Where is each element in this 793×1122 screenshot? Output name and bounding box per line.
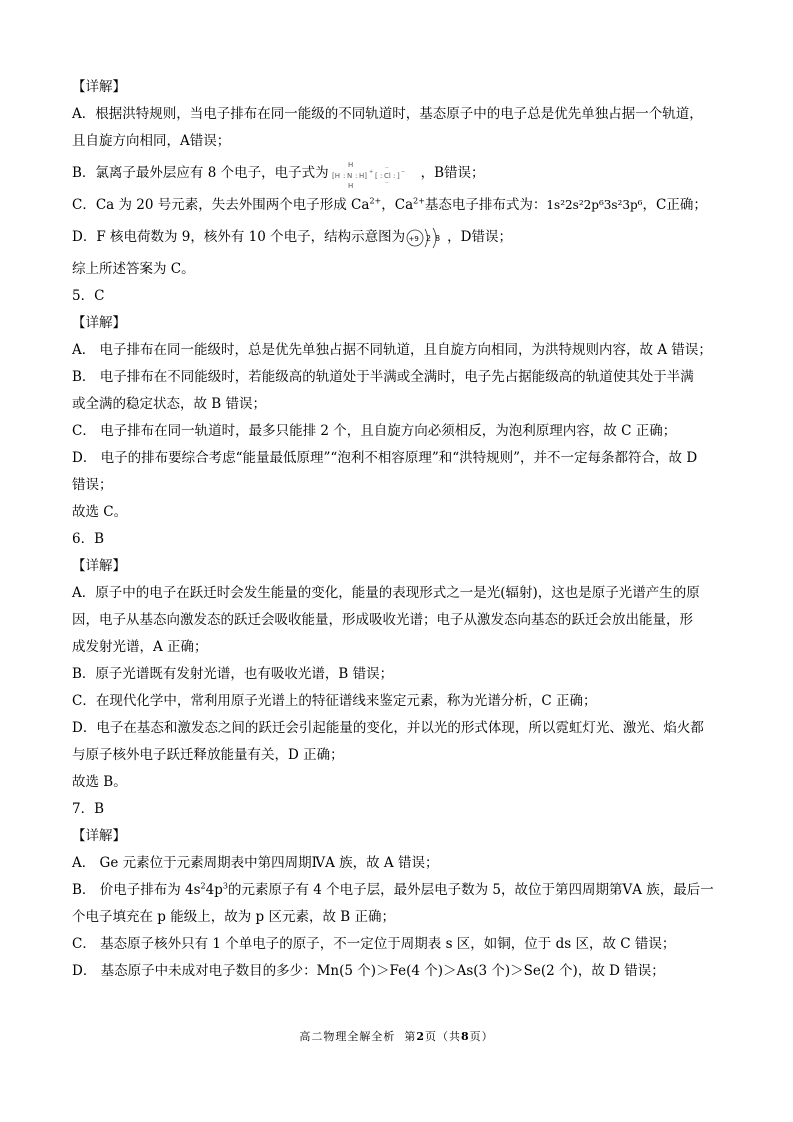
footer-tail: 页） <box>469 1030 494 1043</box>
q7-b-rest: 的元素原子有 4 个电子层，最外层电子数为 5，故位于第四周期第ⅤA 族，最后一 <box>227 882 714 898</box>
svg-text::: : <box>379 171 382 180</box>
svg-text:[H: [H <box>331 171 340 180</box>
q7-option-b-line1 <box>72 877 724 904</box>
svg-text:+: + <box>368 168 373 175</box>
q4-option-c <box>72 192 724 219</box>
q7-option-a: A． Ge 元素位于元素周期表中第四周期ⅣA 族，故 A 错误； <box>72 855 439 871</box>
q6-option-a-line2: 因，电子从基态向激发态的跃迁会吸收能量，形成吸收光谱；电子从激发态向基态的跃迁会放出能量，形 <box>72 612 693 628</box>
q4-option-d <box>72 219 724 256</box>
q4-c-result: ，C正确； <box>642 197 707 213</box>
document-body <box>72 74 724 985</box>
svg-text:8: 8 <box>435 233 441 243</box>
svg-text:−: − <box>400 168 405 175</box>
svg-text:Cl: Cl <box>383 171 391 180</box>
svg-text::: : <box>354 171 357 180</box>
svg-text:··: ·· <box>384 164 389 172</box>
svg-text:2: 2 <box>426 233 432 243</box>
q4-summary: 综上所述答案为 C。 <box>72 261 195 277</box>
atomic-structure-diagram <box>405 226 447 250</box>
q6-heading: 【详解】 <box>72 558 126 574</box>
svg-text:[: [ <box>374 171 378 180</box>
svg-text:]: ] <box>396 171 400 180</box>
footer-title: 高二物理全解全析 <box>299 1030 396 1043</box>
q6-option-c: C．在现代化学中，常利用原子光谱上的特征谱线来鉴定元素，称为光谱分析，C 正确； <box>72 693 597 709</box>
q4-b-text: B．氯离子最外层应有 8 个电子，电子式为 <box>72 165 329 181</box>
q6-conclusion: 故选 B。 <box>72 774 127 790</box>
svg-text:H]: H] <box>358 171 367 180</box>
svg-text:H: H <box>347 160 353 169</box>
svg-text::: : <box>342 171 345 180</box>
q4-option-a-line1: A．根据洪特规则，当电子排布在同一能级的不同轨道时，基态原子中的电子总是优先单独占据一个轨道， <box>72 106 703 122</box>
electron-config: 1s²2s²2p⁶3s²3p⁶ <box>546 198 643 212</box>
q5-option-c: C． 电子排布在同一轨道时，最多只能排 2 个，且自旋方向必须相反，为泡利原理内容，故 C 正确； <box>72 423 677 439</box>
q6-option-b: B．原子光谱既有发射光谱，也有吸收光谱，B 错误； <box>72 666 394 682</box>
q5-option-d-line1: D． 电子的排布要综合考虑“能量最低原理”“泡利不相容原理”和“洪特规则”，并不一定每条都符合，故 D <box>72 450 698 466</box>
q7-b-text: B． 价电子排布为 4s <box>72 882 201 898</box>
q6-option-d-line1: D．电子在基态和激发态之间的跃迁会引起能量的变化，并以光的形式体现，所以霓虹灯光、激光、焰火都 <box>72 720 704 736</box>
q6-option-d-line2: 与原子核外电子跃迁释放能量有关，D 正确； <box>72 747 344 763</box>
q6-number: 6．B <box>72 531 105 547</box>
svg-text::: : <box>392 171 395 180</box>
q7-option-c: C． 基态原子核外只有 1 个单电子的原子，不一定位于周期表 s 区，如铜，位于 ds 区，故 C 错误； <box>72 936 676 952</box>
q4-heading: 【详解】 <box>72 79 126 95</box>
svg-text:+9: +9 <box>408 234 419 243</box>
svg-text:N: N <box>346 171 352 180</box>
q4-option-b <box>72 155 724 192</box>
q5-conclusion: 故选 C。 <box>72 504 128 520</box>
electron-count-sup: 2 <box>200 881 206 891</box>
electron-count-sup: 3 <box>222 881 228 891</box>
q5-option-b-line1: B． 电子排布在不同能级时，若能级高的轨道处于半满或全满时，电子先占据能级高的轨道使其处于半满 <box>72 369 694 385</box>
q5-heading: 【详解】 <box>72 315 126 331</box>
q5-option-d-line2: 错误； <box>72 477 113 493</box>
footer-total-pages: 8 <box>461 1030 470 1043</box>
electron-formula-figure <box>329 159 421 189</box>
q4-d-text: D．F 核电荷数为 9，核外有 10 个电子，结构示意图为 <box>72 229 406 245</box>
q7-b-orbital: 4p <box>205 882 223 898</box>
q4-b-result: ，B错误； <box>420 165 485 181</box>
q4-d-result: ，D错误； <box>447 229 512 245</box>
q7-number: 7．B <box>72 801 105 817</box>
q4-option-a-line2: 且自旋方向相同，A错误； <box>72 133 231 149</box>
q4-c-mid: ，Ca <box>381 197 414 213</box>
q5-option-a: A． 电子排布在同一能级时，总是优先单独占据不同轨道，且自旋方向相同，为洪特规则内容，故 A 错误； <box>72 342 712 358</box>
q4-c-mid2: 基态电子排布式为： <box>424 197 547 213</box>
q6-option-a-line1: A．原子中的电子在跃迁时会发生能量的变化，能量的表现形式之一是光(辐射)，这也是原子光谱产生的原 <box>72 585 700 601</box>
footer-page-pre: 第 <box>404 1030 417 1043</box>
charge-sup: 2+ <box>413 196 425 206</box>
q4-c-text: C．Ca 为 20 号元素，失去外围两个电子形成 Ca <box>72 197 370 213</box>
page-footer <box>0 1028 793 1044</box>
q7-option-d: D． 基态原子中未成对电子数目的多少：Mn(5 个)＞Fe(4 个)＞As(3 个)＞Se(2 个)，故 D 错误； <box>72 963 665 979</box>
svg-text:H: H <box>347 181 353 189</box>
charge-sup: 2+ <box>369 196 382 206</box>
q7-heading: 【详解】 <box>72 828 126 844</box>
q7-option-b-line2: 个电子填充在 p 能级上，故为 p 区元素，故 B 正确； <box>72 909 395 925</box>
svg-text:··: ·· <box>384 179 389 187</box>
footer-page-post: 页（共 <box>425 1030 461 1043</box>
footer-page-number: 2 <box>416 1030 425 1043</box>
q6-option-a-line3: 成发射光谱，A 正确； <box>72 639 208 655</box>
q5-option-b-line2: 或全满的稳定状态，故 B 错误； <box>72 396 267 412</box>
q5-number: 5．C <box>72 288 105 304</box>
